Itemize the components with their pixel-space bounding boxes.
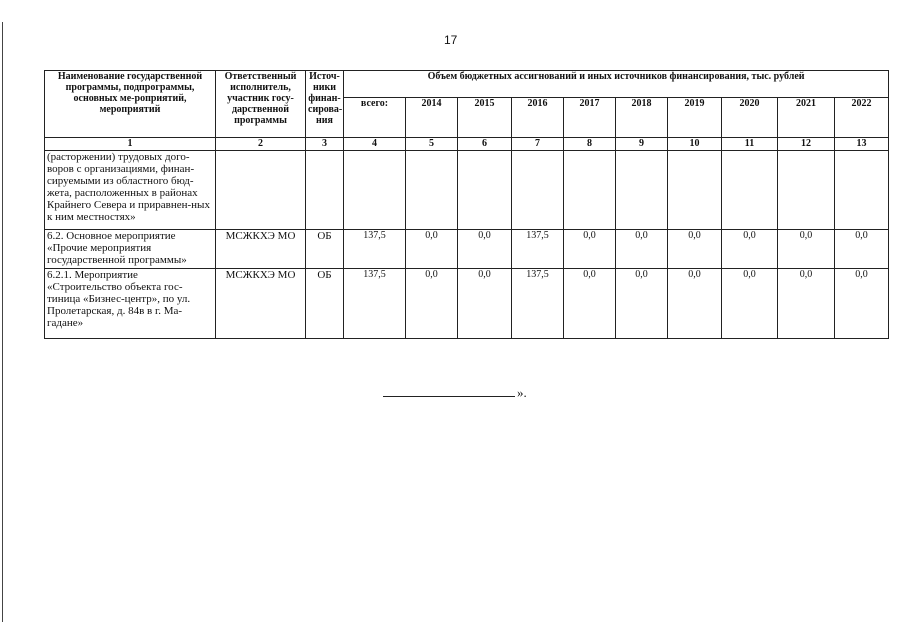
row-name: (расторжении) трудовых дого-воров с организациями, финан-сируемыми из областного бюд-жета, расположенных в районах Крайнего Севера и приравнен-ных к ним местностях» bbox=[45, 151, 216, 230]
page-number: 17 bbox=[444, 33, 458, 47]
row-value bbox=[616, 151, 668, 230]
header-year: 2019 bbox=[668, 98, 722, 138]
header-year: 2018 bbox=[616, 98, 668, 138]
column-number: 5 bbox=[406, 138, 458, 151]
row-value: 0,0 bbox=[406, 269, 458, 339]
row-value: 137,5 bbox=[512, 269, 564, 339]
header-executor: Ответственный исполнитель, участник госу-дарственной программы bbox=[216, 71, 306, 138]
header-source: Источ-ники финан-сирова-ния bbox=[306, 71, 344, 138]
row-value: 0,0 bbox=[616, 230, 668, 269]
header-year: 2015 bbox=[458, 98, 512, 138]
header-year: 2017 bbox=[564, 98, 616, 138]
row-value bbox=[512, 151, 564, 230]
column-number-row bbox=[45, 138, 889, 151]
row-name: 6.2.1. Мероприятие «Строительство объекта гос-тиница «Бизнес-центр», по ул. Пролетарская, д. 84в в г. Ма-гадане» bbox=[45, 269, 216, 339]
column-number: 4 bbox=[344, 138, 406, 151]
header-year: 2022 bbox=[835, 98, 889, 138]
column-number: 6 bbox=[458, 138, 512, 151]
row-value: 137,5 bbox=[344, 230, 406, 269]
signature-underline bbox=[383, 396, 515, 397]
header-year: 2016 bbox=[512, 98, 564, 138]
row-value bbox=[406, 151, 458, 230]
row-executor bbox=[216, 151, 306, 230]
row-value: 0,0 bbox=[778, 269, 835, 339]
row-value: 0,0 bbox=[458, 230, 512, 269]
row-value: 0,0 bbox=[616, 269, 668, 339]
budget-table bbox=[44, 70, 889, 339]
row-value: 0,0 bbox=[835, 269, 889, 339]
row-value: 0,0 bbox=[722, 230, 778, 269]
page-left-edge bbox=[2, 22, 3, 622]
column-number: 1 bbox=[45, 138, 216, 151]
row-value bbox=[458, 151, 512, 230]
row-value: 0,0 bbox=[835, 230, 889, 269]
column-number: 13 bbox=[835, 138, 889, 151]
table-row bbox=[45, 151, 889, 230]
header-volume: Объем бюджетных ассигнований и иных источников финансирования, тыс. рублей bbox=[344, 71, 889, 98]
row-value: 0,0 bbox=[668, 269, 722, 339]
column-number: 12 bbox=[778, 138, 835, 151]
column-number: 10 bbox=[668, 138, 722, 151]
table-row bbox=[45, 269, 889, 339]
header-year: всего: bbox=[344, 98, 406, 138]
header-year: 2020 bbox=[722, 98, 778, 138]
row-source bbox=[306, 151, 344, 230]
table-row bbox=[45, 230, 889, 269]
column-number: 11 bbox=[722, 138, 778, 151]
row-value: 137,5 bbox=[512, 230, 564, 269]
row-value bbox=[668, 151, 722, 230]
row-value: 0,0 bbox=[778, 230, 835, 269]
row-value: 0,0 bbox=[722, 269, 778, 339]
column-number: 3 bbox=[306, 138, 344, 151]
row-value: 0,0 bbox=[564, 230, 616, 269]
column-number: 8 bbox=[564, 138, 616, 151]
row-value: 137,5 bbox=[344, 269, 406, 339]
row-executor: МСЖКХЭ МО bbox=[216, 230, 306, 269]
closing-quote: ». bbox=[517, 385, 527, 400]
row-value bbox=[344, 151, 406, 230]
row-value bbox=[835, 151, 889, 230]
column-number: 9 bbox=[616, 138, 668, 151]
row-value bbox=[722, 151, 778, 230]
header-name: Наименование государственной программы, подпрограммы, основных ме-роприятий, мероприятий bbox=[45, 71, 216, 138]
row-value: 0,0 bbox=[406, 230, 458, 269]
column-number: 2 bbox=[216, 138, 306, 151]
row-value: 0,0 bbox=[668, 230, 722, 269]
row-value: 0,0 bbox=[458, 269, 512, 339]
row-value bbox=[778, 151, 835, 230]
header-year: 2021 bbox=[778, 98, 835, 138]
row-executor: МСЖКХЭ МО bbox=[216, 269, 306, 339]
row-name: 6.2. Основное мероприятие «Прочие мероприятия государственной программы» bbox=[45, 230, 216, 269]
row-source: ОБ bbox=[306, 230, 344, 269]
row-value bbox=[564, 151, 616, 230]
row-source: ОБ bbox=[306, 269, 344, 339]
row-value: 0,0 bbox=[564, 269, 616, 339]
column-number: 7 bbox=[512, 138, 564, 151]
header-year: 2014 bbox=[406, 98, 458, 138]
